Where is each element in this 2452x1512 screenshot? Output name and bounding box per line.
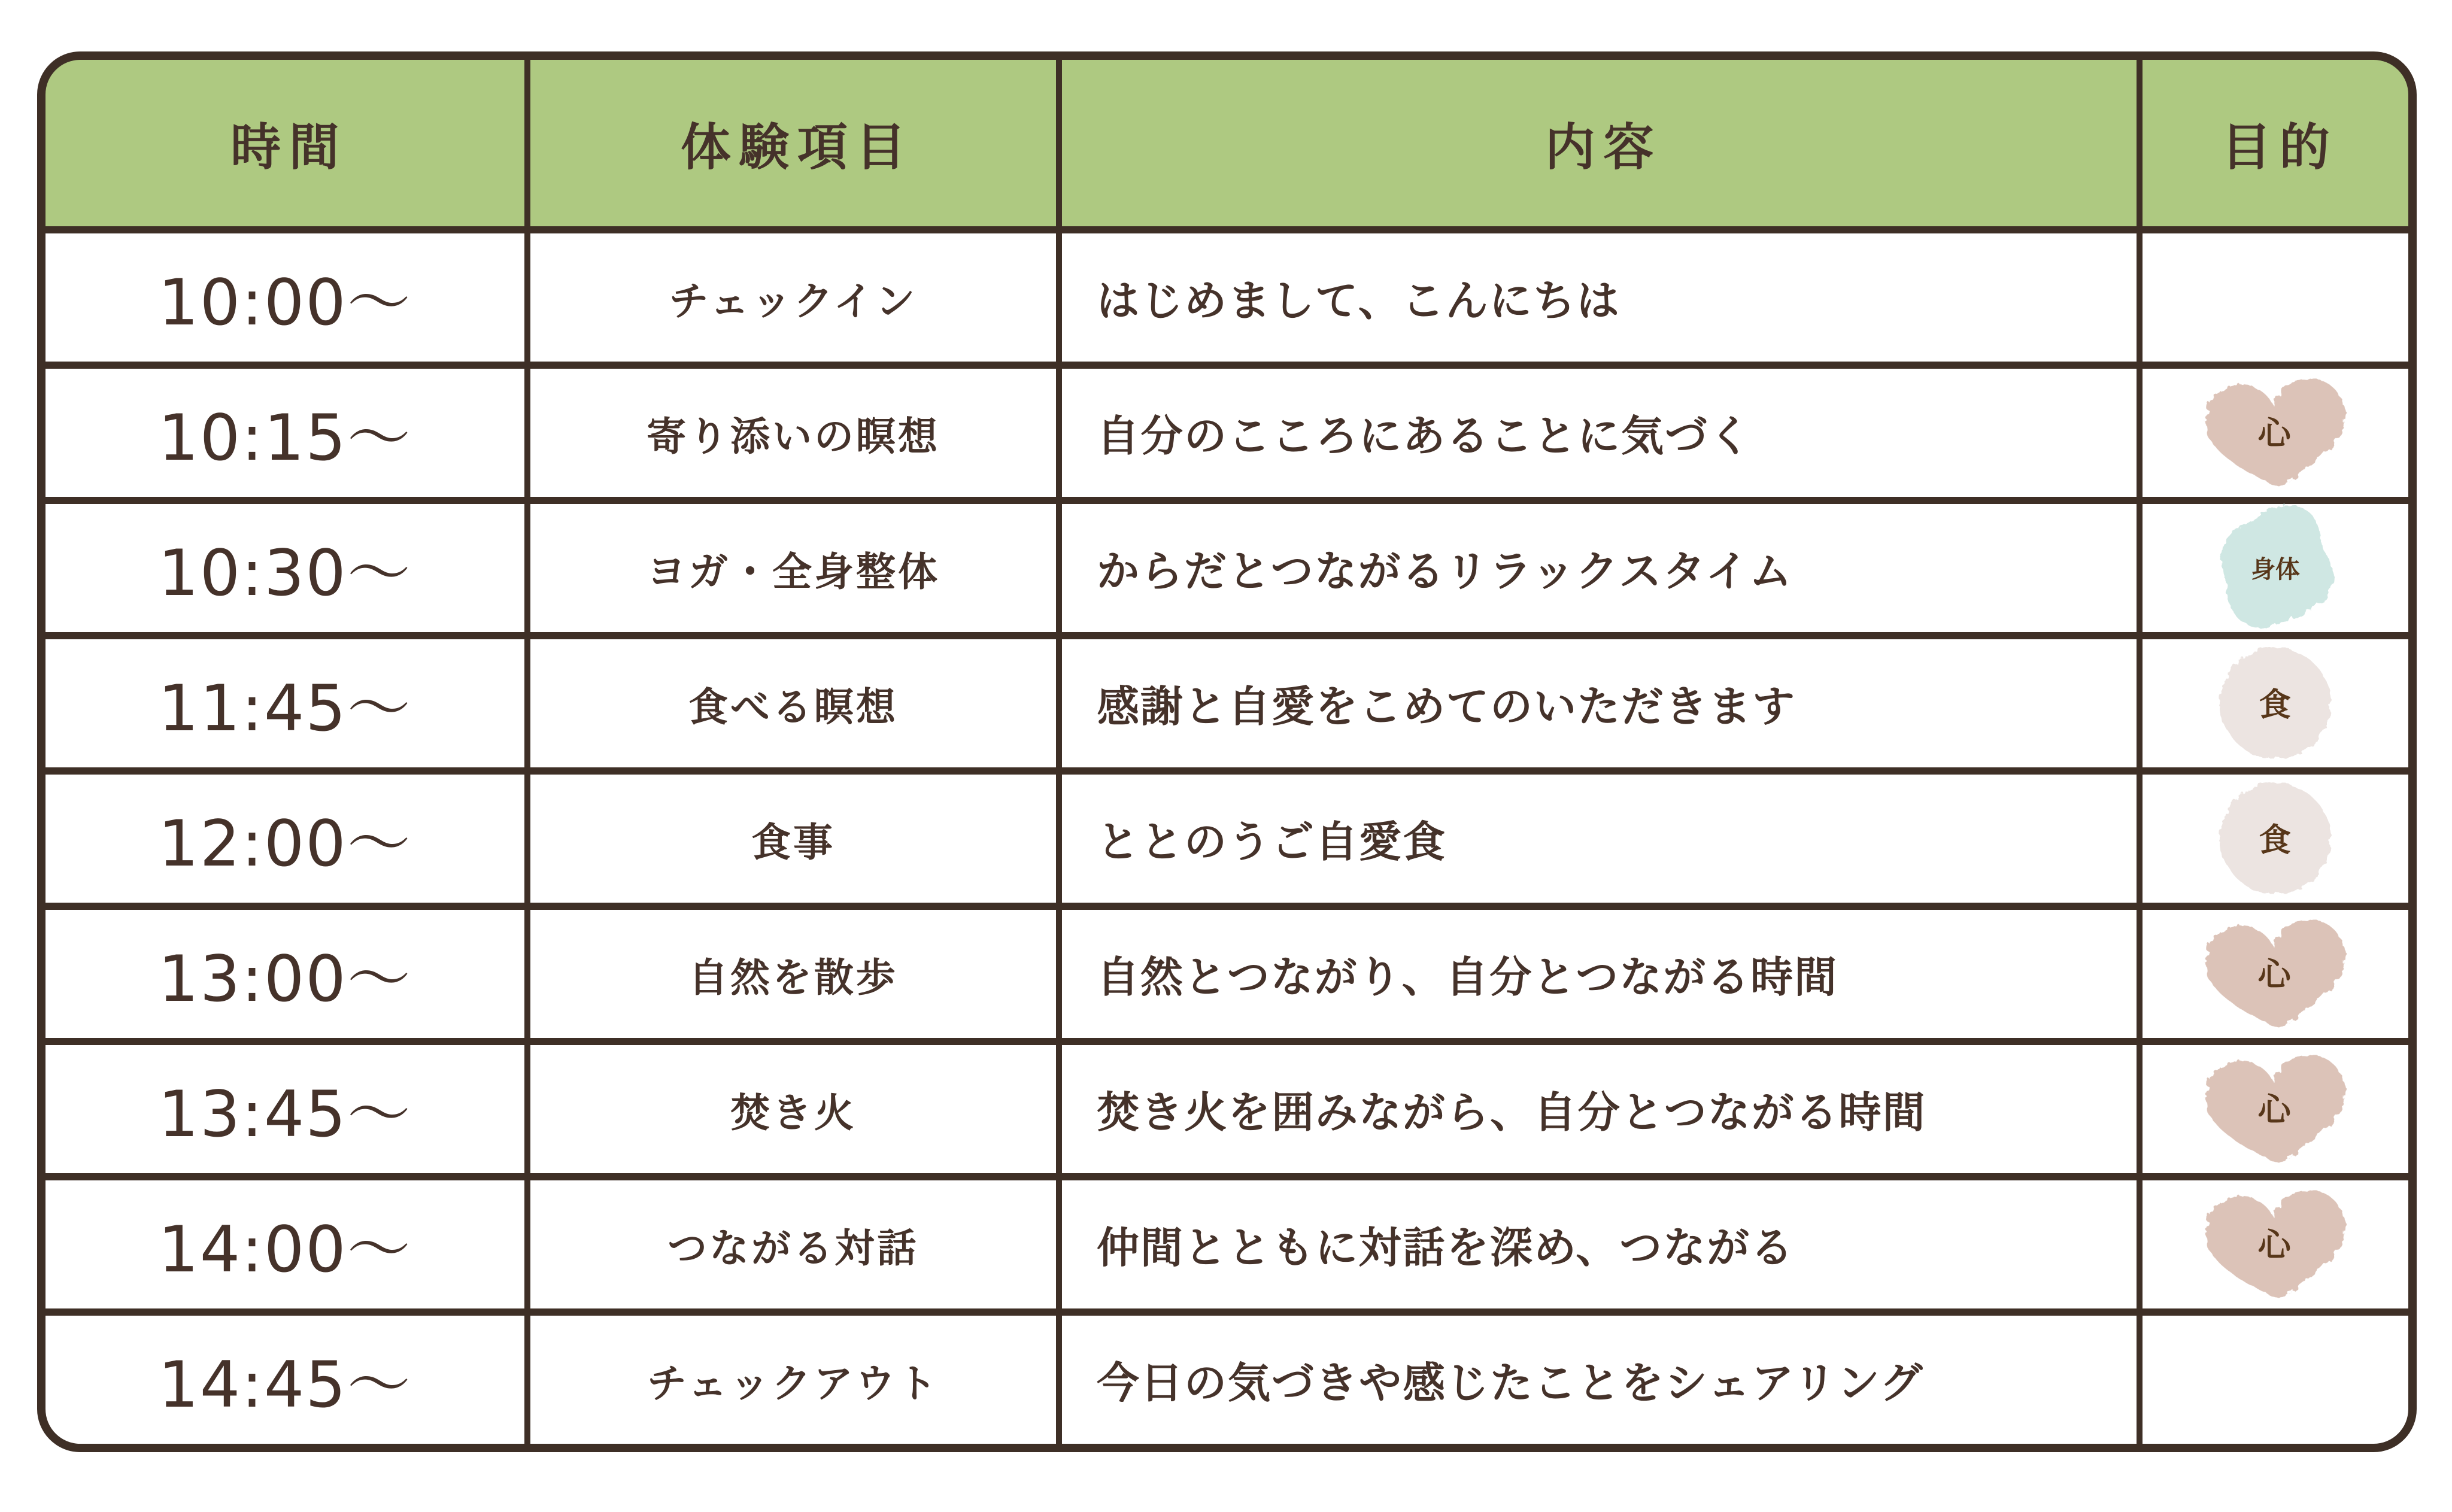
time-cell (45, 233, 524, 362)
purpose-cell (2143, 369, 2408, 497)
description-cell (1062, 233, 2137, 362)
description-cell (1062, 1045, 2137, 1173)
svg-text:食: 食 (2259, 685, 2291, 724)
description-label: 今日の気づきや感じたことをシェアリング (1097, 1358, 1924, 1408)
food-icon (2209, 772, 2342, 905)
header-time: 時間 (45, 60, 524, 226)
description-label: からだとつながるリラックスタイム (1097, 546, 1794, 596)
description-label: 感謝と自愛をこめてのいただきます (1097, 682, 1796, 731)
food-icon (2209, 637, 2342, 770)
activity-cell (530, 1316, 1056, 1444)
description-cell (1062, 369, 2137, 497)
svg-text:食: 食 (2259, 821, 2291, 859)
time-cell (45, 1316, 524, 1444)
svg-text:心: 心 (2257, 414, 2291, 452)
activity-cell (530, 775, 1056, 903)
time-label: 10:30〜 (158, 536, 412, 610)
heart-icon (2186, 906, 2365, 1042)
description-label: 自然とつながり、自分とつながる時間 (1097, 952, 1838, 1002)
schedule-grid (37, 51, 2417, 1452)
description-cell (1062, 504, 2137, 632)
svg-text:身体: 身体 (2251, 554, 2300, 584)
body-icon (2196, 497, 2355, 639)
purpose-cell (2143, 1045, 2408, 1173)
time-label: 13:45〜 (158, 1077, 412, 1151)
description-cell (1062, 639, 2137, 767)
description-label: はじめまして、こんにちは (1097, 276, 1620, 326)
description-cell (1062, 910, 2137, 1038)
activity-cell (530, 1045, 1056, 1173)
time-cell (45, 910, 524, 1038)
time-label: 12:00〜 (158, 807, 412, 881)
description-cell (1062, 1316, 2137, 1444)
time-cell (45, 1180, 524, 1308)
activity-label: つながる対話 (667, 1225, 919, 1271)
purpose-cell (2143, 233, 2408, 362)
svg-text:心: 心 (2257, 1225, 2291, 1264)
activity-label: 食べる瞑想 (688, 684, 898, 730)
activity-cell (530, 910, 1056, 1038)
time-label: 14:45〜 (158, 1348, 412, 1422)
activity-cell (530, 504, 1056, 632)
time-cell (45, 504, 524, 632)
activity-label: 寄り添いの瞑想 (647, 413, 940, 460)
heart-icon (2186, 365, 2365, 500)
header-description: 内容 (1062, 60, 2137, 226)
time-label: 10:15〜 (158, 401, 412, 475)
heart-icon (2186, 1177, 2365, 1312)
svg-text:心: 心 (2257, 955, 2291, 993)
activity-label: ヨガ・全身整体 (647, 548, 940, 595)
time-label: 10:00〜 (158, 266, 412, 339)
activity-cell (530, 233, 1056, 362)
activity-label: チェックアウト (647, 1360, 940, 1407)
purpose-cell (2143, 910, 2408, 1038)
description-cell (1062, 1180, 2137, 1308)
svg-text:心: 心 (2257, 1090, 2291, 1128)
time-label: 14:00〜 (158, 1213, 412, 1286)
description-label: 焚き火を囲みながら、自分とつながる時間 (1097, 1088, 1926, 1137)
header-purpose: 目的 (2143, 60, 2408, 226)
activity-cell (530, 1180, 1056, 1308)
purpose-cell (2143, 775, 2408, 903)
purpose-cell (2143, 1316, 2408, 1444)
purpose-cell (2143, 504, 2408, 632)
header-activity: 体験項目 (530, 60, 1056, 226)
time-cell (45, 775, 524, 903)
activity-label: 焚き火 (730, 1089, 856, 1136)
activity-cell (530, 639, 1056, 767)
time-label: 13:00〜 (158, 942, 412, 1016)
time-cell (45, 1045, 524, 1173)
activity-label: チェックイン (669, 278, 918, 324)
activity-label: 自然を散歩 (688, 954, 898, 1001)
description-label: ととのうご自愛食 (1097, 817, 1447, 867)
time-label: 11:45〜 (158, 672, 412, 745)
time-cell (45, 369, 524, 497)
activity-label: 食事 (751, 819, 835, 866)
heart-icon (2186, 1042, 2365, 1177)
purpose-cell (2143, 639, 2408, 767)
activity-cell (530, 369, 1056, 497)
description-cell (1062, 775, 2137, 903)
time-cell (45, 639, 524, 767)
description-label: 自分のこころにあることに気づく (1097, 411, 1753, 461)
purpose-cell (2143, 1180, 2408, 1308)
description-label: 仲間とともに対話を深め、つながる (1097, 1223, 1795, 1273)
